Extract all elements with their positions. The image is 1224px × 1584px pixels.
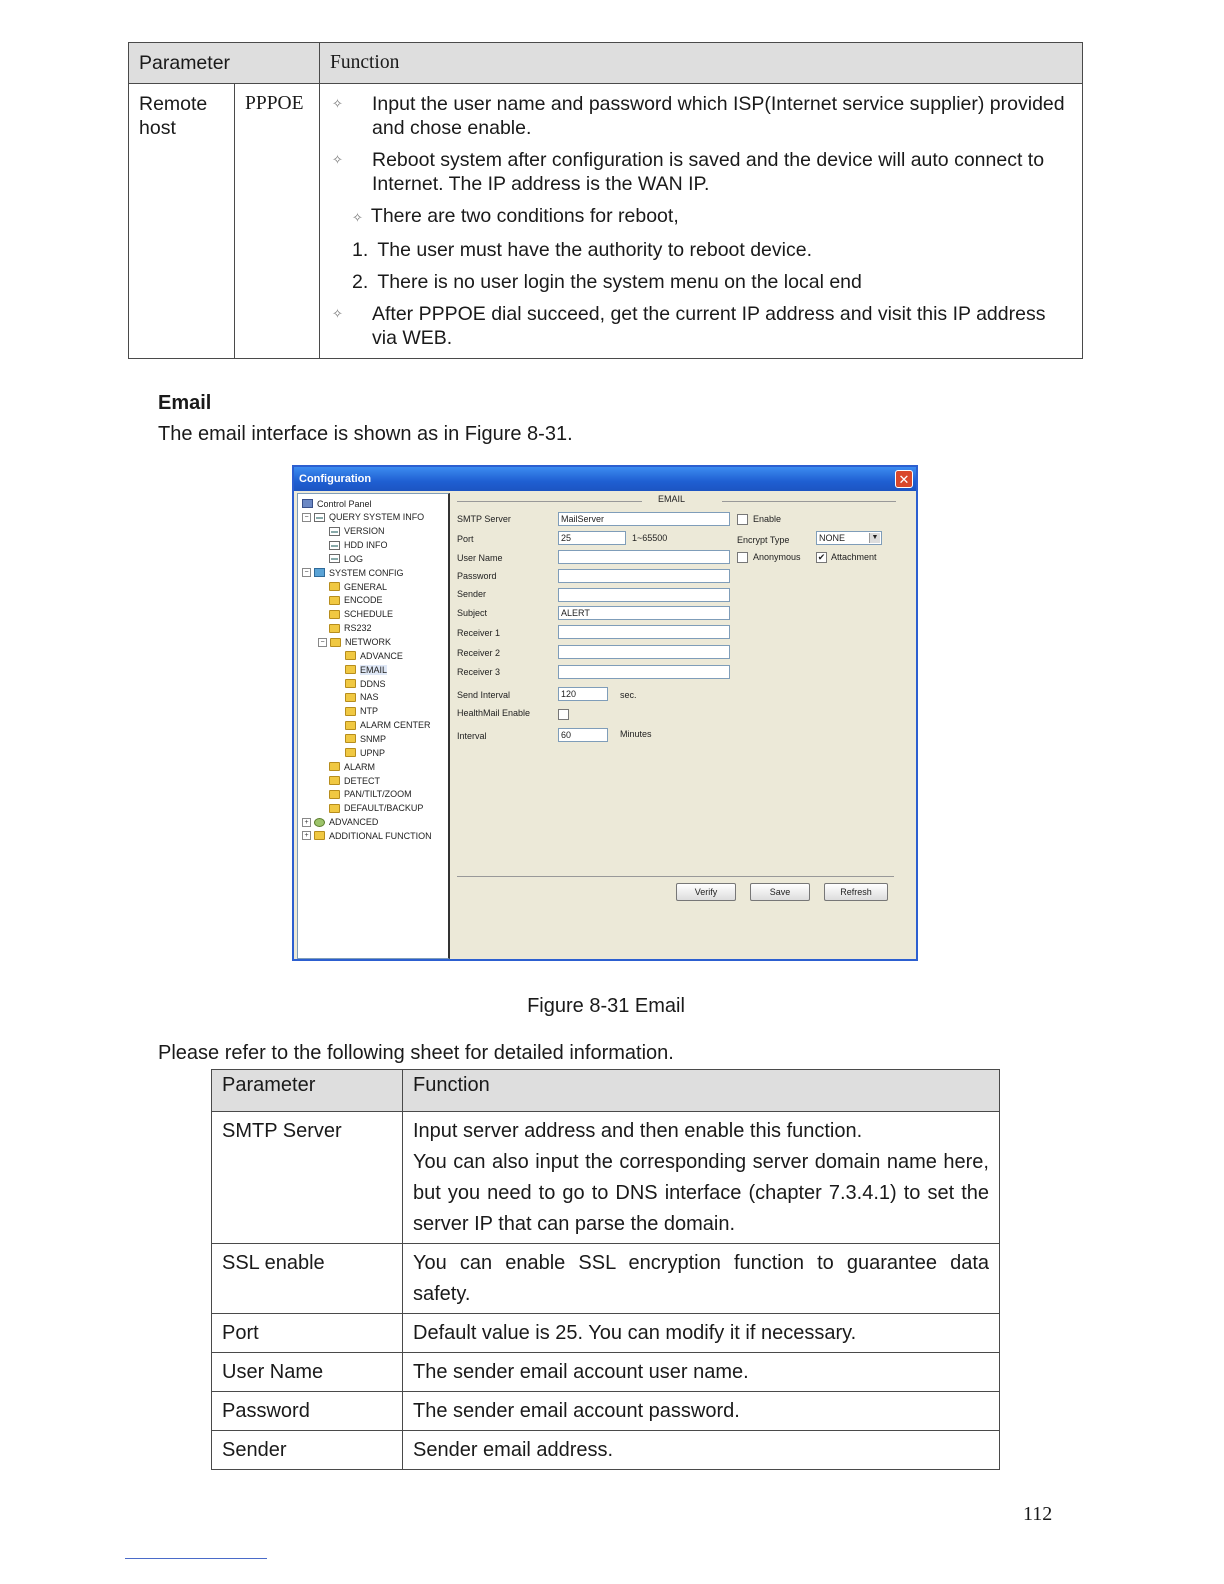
folder-icon (345, 693, 356, 702)
tree-item-control-panel[interactable] (302, 497, 372, 510)
tree-item-schedule[interactable] (318, 608, 393, 621)
tree-item-label: PAN/TILT/ZOOM (344, 789, 412, 800)
tree-item-upnp[interactable] (334, 746, 385, 759)
folder-icon (329, 762, 340, 771)
tree-item-network[interactable] (318, 636, 391, 649)
tree-item-label: GENERAL (344, 581, 388, 592)
param-cell: SMTP Server (212, 1112, 403, 1244)
configuration-window (292, 465, 918, 961)
tree-item-label: Control Panel (317, 498, 372, 509)
email-parameter-table (211, 1069, 1000, 1470)
folder-icon (329, 610, 340, 619)
function-text: Input server address and then enable this function. (413, 1120, 863, 1142)
port-range: 1~65500 (632, 533, 668, 543)
attachment-checkbox[interactable]: ✔ (817, 552, 826, 562)
tree-item-alarm-center[interactable] (334, 719, 431, 732)
param-cell: SSL enable (212, 1244, 403, 1314)
folder-icon (329, 790, 340, 799)
tree-item-label: ENCODE (344, 595, 383, 606)
sender-label: Sender (457, 589, 487, 599)
receiver-1-label: Receiver 1 (457, 628, 501, 638)
encrypt-type-value: NONE (819, 533, 846, 543)
header-parameter: Parameter (129, 43, 320, 84)
function-cell: The sender email account user name. (403, 1353, 1000, 1392)
param-cell: Sender (212, 1431, 403, 1470)
tree-item-query-system-info[interactable] (302, 511, 424, 524)
anonymous-checkbox[interactable] (737, 552, 748, 563)
folder-icon (314, 831, 325, 840)
function-cell (403, 1112, 1000, 1244)
collapse-icon[interactable]: − (318, 638, 327, 647)
folder-icon (329, 596, 340, 605)
chevron-down-icon[interactable]: ▼ (869, 533, 880, 543)
tree-item-label: EMAIL (360, 664, 388, 675)
tree-item-label: VERSION (344, 526, 385, 537)
figure-caption: Figure 8-31 Email (527, 995, 685, 1017)
tree-item-advanced[interactable] (302, 816, 378, 829)
send-interval-input[interactable]: 120 (558, 687, 608, 701)
healthmail-checkbox[interactable] (558, 709, 569, 720)
config-tree (297, 493, 450, 959)
tree-item-hdd-info[interactable] (318, 539, 388, 552)
smtp-server-label: SMTP Server (457, 514, 511, 524)
enable-label: Enable (753, 514, 782, 524)
receiver-2-input[interactable] (558, 645, 730, 659)
folder-icon (345, 679, 356, 688)
advanced-icon (314, 818, 325, 827)
table-row (212, 1314, 1000, 1353)
item-text: There is no user login the system menu on the local end (377, 271, 862, 293)
tree-item-ntp[interactable] (334, 705, 378, 718)
table-row (212, 1431, 1000, 1470)
sub-bullet (352, 204, 1068, 230)
attachment-label: Attachment (831, 552, 877, 562)
bullet-item (332, 148, 1068, 196)
doc-icon (329, 554, 340, 563)
tree-item-pan-tilt-zoom[interactable] (318, 788, 412, 801)
group-line (457, 501, 642, 502)
receiver-3-label: Receiver 3 (457, 667, 501, 677)
receiver-3-input[interactable] (558, 665, 730, 679)
tree-item-advance[interactable] (334, 649, 403, 662)
email-settings-panel (454, 493, 914, 959)
folder-icon (345, 651, 356, 660)
tree-item-alarm[interactable] (318, 760, 375, 773)
tree-item-ddns[interactable] (334, 677, 386, 690)
subject-input[interactable]: ALERT (558, 606, 730, 620)
table-row (129, 84, 1083, 359)
tree-item-label: RS232 (344, 623, 372, 634)
tree-item-version[interactable] (318, 525, 385, 538)
tree-item-label: HDD INFO (344, 540, 388, 551)
verify-button[interactable]: Verify (676, 883, 736, 901)
folder-icon (330, 638, 341, 647)
folder-icon (345, 721, 356, 730)
param-cell: Port (212, 1314, 403, 1353)
expand-icon[interactable]: + (302, 831, 311, 840)
password-label: Password (457, 571, 497, 581)
tree-item-label: SNMP (360, 733, 387, 744)
tree-item-log[interactable] (318, 552, 363, 565)
bullet-item (332, 92, 1068, 140)
bullet-item (332, 302, 1068, 350)
tree-item-label: DEFAULT/BACKUP (344, 803, 424, 814)
tree-item-label: ALARM (344, 761, 376, 772)
user-name-label: User Name (457, 553, 503, 563)
function-cell: Default value is 25. You can modify it if necessary. (403, 1314, 1000, 1353)
healthmail-label: HealthMail Enable (457, 708, 531, 718)
control-panel-icon (302, 499, 313, 508)
tree-item-snmp[interactable] (334, 732, 386, 745)
table-row (212, 1112, 1000, 1244)
tree-item-label: ALARM CENTER (360, 720, 431, 731)
tree-item-label: QUERY SYSTEM INFO (329, 512, 425, 523)
port-label: Port (457, 534, 474, 544)
system-icon (314, 568, 325, 577)
table-row (212, 1392, 1000, 1431)
save-button[interactable]: Save (750, 883, 810, 901)
doc-icon (329, 527, 340, 536)
bullet-text: Input the user name and password which ISP(Internet service supplier) provided and chose enable. (372, 93, 1065, 139)
anonymous-label: Anonymous (753, 552, 801, 562)
numbered-item (352, 238, 1068, 262)
diamond-bullet-icon: ✧ (332, 306, 343, 321)
tree-item-label: ADVANCED (329, 817, 379, 828)
tree-item-nas[interactable] (334, 691, 379, 704)
diamond-bullet-icon: ✧ (332, 152, 343, 167)
folder-icon (345, 734, 356, 743)
tree-item-label: DETECT (344, 775, 380, 786)
tree-item-label: LOG (344, 553, 364, 564)
window-title-bar (294, 467, 916, 491)
query-icon (314, 513, 325, 522)
expand-icon[interactable]: + (302, 818, 311, 827)
interval-input[interactable]: 60 (558, 728, 608, 742)
table-header-row (129, 43, 1083, 84)
group-line (722, 501, 896, 502)
interval-label: Interval (457, 731, 487, 741)
send-interval-label: Send Interval (457, 690, 511, 700)
tree-item-email[interactable] (334, 663, 387, 676)
function-cell: Sender email address. (403, 1431, 1000, 1470)
enable-checkbox[interactable] (737, 514, 748, 525)
collapse-icon[interactable]: − (302, 568, 311, 577)
diamond-bullet-icon: ✧ (352, 210, 363, 225)
doc-icon (329, 541, 340, 550)
folder-icon (329, 624, 340, 633)
close-icon[interactable]: ✕ (895, 470, 913, 488)
tree-item-detect[interactable] (318, 774, 380, 787)
tree-item-label: SCHEDULE (344, 609, 394, 620)
encrypt-type-label: Encrypt Type (737, 535, 790, 545)
tree-item-label: UPNP (360, 747, 386, 758)
refresh-button[interactable]: Refresh (824, 883, 888, 901)
button-separator (457, 876, 894, 877)
group-title: EMAIL (658, 494, 686, 504)
bullet-text: There are two conditions for reboot, (370, 205, 679, 227)
tree-item-rs232[interactable] (318, 622, 372, 635)
tree-item-label: NAS (360, 692, 379, 703)
table-row (212, 1353, 1000, 1392)
folder-open-icon (345, 665, 356, 674)
item-text: The user must have the authority to reboot device. (377, 239, 812, 261)
diamond-bullet-icon: ✧ (332, 96, 343, 111)
header-function: Function (320, 43, 1083, 84)
header-parameter: Parameter (212, 1070, 403, 1112)
window-title: Configuration (299, 473, 372, 485)
folder-icon (345, 707, 356, 716)
send-interval-unit: sec. (620, 690, 637, 700)
function-text: You can also input the corresponding server domain name here, but you need to go to DNS interface (chapter 7.3.4.1) to set the server IP that can parse the domain. (413, 1151, 989, 1235)
tree-item-system-config[interactable] (302, 566, 404, 579)
section-title: Email (158, 392, 212, 414)
param-cell: User Name (212, 1353, 403, 1392)
item-number: 2. (352, 271, 369, 293)
user-name-input[interactable] (558, 550, 730, 564)
tree-item-label: NTP (360, 706, 378, 717)
function-cell (320, 84, 1083, 359)
folder-icon (329, 776, 340, 785)
footnote-rule (125, 1558, 267, 1559)
pppoe-parameter-table (128, 42, 1083, 359)
tree-item-encode[interactable] (318, 594, 383, 607)
function-cell: The sender email account password. (403, 1392, 1000, 1431)
tree-item-label: SYSTEM CONFIG (329, 567, 404, 578)
numbered-item (352, 270, 1068, 294)
password-input[interactable] (558, 569, 730, 583)
tree-item-label: ADDITIONAL FUNCTION (329, 830, 432, 841)
receiver-1-input[interactable] (558, 625, 730, 639)
folder-icon (329, 804, 340, 813)
tree-item-label: NETWORK (345, 637, 391, 647)
param-remote-host: Remote host (129, 84, 235, 359)
param-cell: Password (212, 1392, 403, 1431)
function-cell: You can enable SSL encryption function to guarantee data safety. (403, 1244, 1000, 1314)
table-header-row (212, 1070, 1000, 1112)
folder-icon (345, 748, 356, 757)
item-number: 1. (352, 239, 369, 261)
subject-label: Subject (457, 608, 488, 618)
param-pppoe: PPPOE (235, 84, 320, 359)
bullet-text: Reboot system after configuration is saved and the device will auto connect to Internet. The IP address is the WAN IP. (372, 149, 1045, 195)
tree-item-label: DDNS (360, 678, 386, 689)
sender-input[interactable] (558, 588, 730, 602)
interval-unit: Minutes (620, 729, 652, 739)
header-function: Function (403, 1070, 1000, 1112)
tree-item-additional-function[interactable] (302, 829, 432, 842)
folder-icon (329, 582, 340, 591)
page-number: 112 (1023, 1503, 1053, 1525)
receiver-2-label: Receiver 2 (457, 648, 501, 658)
tree-item-default-backup[interactable] (318, 802, 423, 815)
smtp-server-input[interactable]: MailServer (558, 512, 730, 526)
refer-text: Please refer to the following sheet for detailed information. (158, 1042, 674, 1064)
tree-item-general[interactable] (318, 580, 387, 593)
section-intro: The email interface is shown as in Figure 8-31. (158, 423, 573, 445)
collapse-icon[interactable]: − (302, 513, 311, 522)
encrypt-type-select[interactable] (816, 531, 882, 545)
table-row (212, 1244, 1000, 1314)
port-input[interactable]: 25 (558, 531, 626, 545)
tree-item-label: ADVANCE (360, 650, 403, 661)
bullet-text: After PPPOE dial succeed, get the current IP address and visit this IP address via WEB. (372, 303, 1046, 349)
